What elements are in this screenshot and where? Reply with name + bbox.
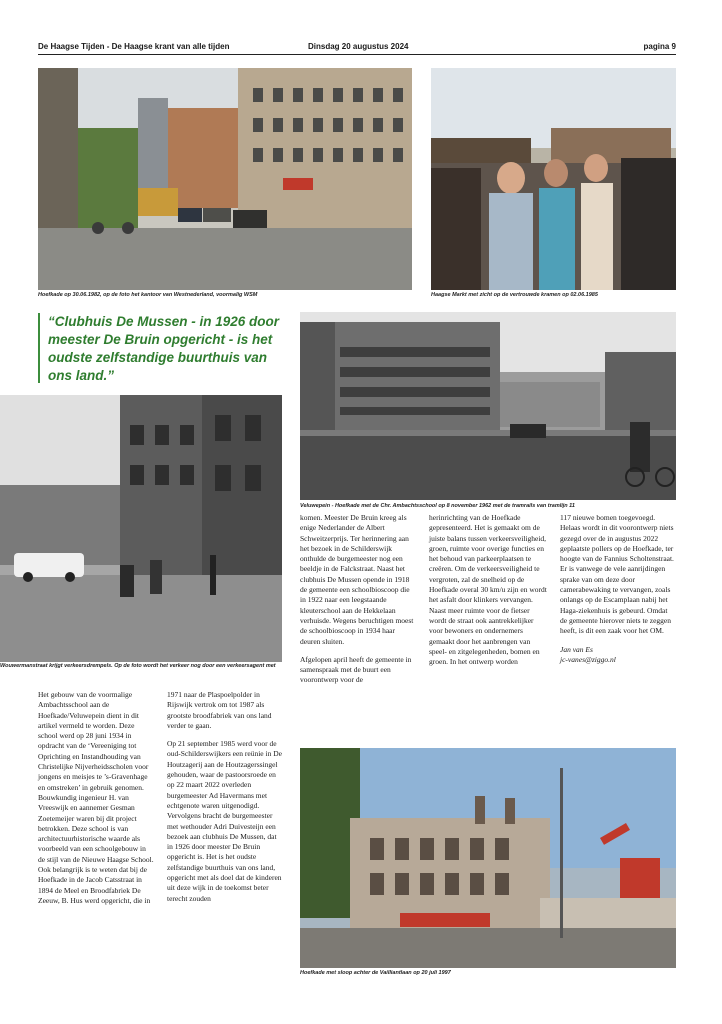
photo-hoefkade-street: [38, 68, 412, 290]
article-column-2: [167, 690, 283, 912]
photo-caption: Hoefkade op 30.06.1982, op de foto het kantoor van Westnederland, voormalig WSM: [38, 292, 258, 298]
article-paragraph: 117 nieuwe bomen toegevoegd. Helaas wordt in dit voorontwerp niets gezegd over de in augustus 2022 geplaatste pollers op de Hoefkade, ter hoogte van de Fannius Scholtenstraat. Er is vanwege de vele aanrijdingen sprake van om deze door camerabewaking te vervangen, zoals onlangs op de Escamplaan nabij het Haga-ziekenhuis is gebeurd. Omdat de gemeente hierover niets te zeggen heeft, is dit een zaak voor het OM.: [560, 513, 674, 636]
photo-wouwermanstraat: [0, 395, 282, 662]
page-header: [38, 40, 676, 55]
issue-date: Dinsdag 20 augustus 2024: [308, 42, 409, 51]
photo-veluwepein-ambachtsschool: [300, 312, 676, 500]
article-paragraph: Het gebouw van de voormalige Ambachtsschool aan de Hoefkade/Veluwepein dient in dit artikel vermeld te worden. Deze school werd op 28 juni 1934 in opdracht van de ‘Vereeniging tot Oprichting en Instandhouding van Christelijke Nijverheidsscholen voor jongens en meisjes te ’s-Gravenhage en omstreken’ in gebruik genomen. Bouwkundig ingenieur H. van Vreeswijk en aannemer Gesman Zoetemeijer waren bij dit project betrokken. Deze school is van architectuurhistorische waarde als voorbeeld van een schoolgebouw in de stijl van de Nieuwe Haagse School. Ook belangrijk is te weten dat bij de Hoefkade in de Jacob Catsstraat in 1894 de Meel en Broodfabriek De Zeeuw, B. Hus werd opgericht, die in: [38, 690, 154, 905]
article-column-3: [300, 513, 416, 694]
photo-caption: Wouwermanstraat krijgt verkeersdrempels. Op de foto wordt het verkeer nog door een verkeersagent met: [0, 663, 276, 669]
photo-hoefkade-sloop: [300, 748, 676, 968]
article-paragraph: komen. Meester De Bruin kreeg als enige Nederlander de Albert Schweitzerprijs. Ter herinnering aan het bezoek in de Schilderswijk onthulde de burgemeester nog een beeldje in de Falckstraat. Naast het clubhuis De Mussen opende in 1918 de gemeente een schoolbioscoop die in 1922 naar een leegstaande kleuterschool aan de Hekkelaan verhuisde. Wegens beruchtigen moest de schoolbioscoop in 1934 haar deuren sluiten.: [300, 513, 414, 646]
article-paragraph: Afgelopen april heeft de gemeente in samenspraak met de buurt een voorontwerp voor de: [300, 654, 412, 685]
photo-caption: Haagse Markt met zicht op de vertrouwde kramen op 02.06.1985: [431, 292, 598, 298]
article-paragraph: herinrichting van de Hoefkade gepresenteerd. Het is gemaakt om de juiste balans tussen verkeersveiligheid, groen, ruimte voor overige functies en het behoud van parkeerplaatsen te creëren. Om de verkeersveiligheid te vergroten, zal de snelheid op de Hoefkade overal 30 km/u zijn en wordt het asfalt door klinkers vervangen. Naast meer ruimte voor de fietser wordt de straat ook aantrekkelijker voor bewoners en ondernemers gemaakt door het aanbrengen van speel- en zitgelegenheden, bomen en groen. In het ontwerp worden: [429, 513, 547, 667]
photo-haagse-markt: [431, 68, 676, 290]
article-paragraph: Op 21 september 1985 werd voor de oud-Schilderswijkers een reünie in De Houtzagerij aan de Houtzagerssingel gehouden, waar de pastoorsroede en op 22 maart 2022 overleden burgemeester Ad Havermans met echtgenote waren uitgenodigd. Vervolgens bracht de burgemeester met wethouder Adri Duivesteijn een bezoek aan clubhuis De Mussen, dat in 1926 door meester De Bruin opgericht is. Het is het oudste zelfstandige buurthuis van ons land, opgericht met als doel dat de kinderen uit deze wijk in de toekomst beter terecht zouden: [167, 739, 282, 903]
photo-caption: Veluwepein - Hoefkade met de Chr. Ambachtsschool op 8 november 1962 met de tramrails van tramlijn 11: [300, 503, 575, 509]
article-column-4: [429, 513, 547, 675]
pull-quote-text: “Clubhuis De Mussen - in 1926 door meester De Bruin opgericht - is het oudste zelfstandige buurthuis van ons land.”: [48, 314, 280, 383]
article-column-5: [560, 513, 676, 665]
author-name: Jan van Es: [560, 644, 593, 654]
publication-name: De Haagse Tijden - De Haagse krant van alle tijden: [38, 42, 230, 51]
author-email[interactable]: jc-vanes@ziggo.nl: [560, 654, 616, 664]
article-column-1: [38, 690, 154, 914]
article-paragraph: 1971 naar de Plaspoelpolder in Rijswijk vertrok om tot 1987 als grootste broodfabriek van ons land verder te gaan.: [167, 690, 272, 730]
pull-quote: [38, 313, 288, 383]
page-number: pagina 9: [643, 42, 676, 51]
photo-caption: Hoefkade met sloop achter de Vailliantlaan op 20 juli 1997: [300, 970, 451, 976]
